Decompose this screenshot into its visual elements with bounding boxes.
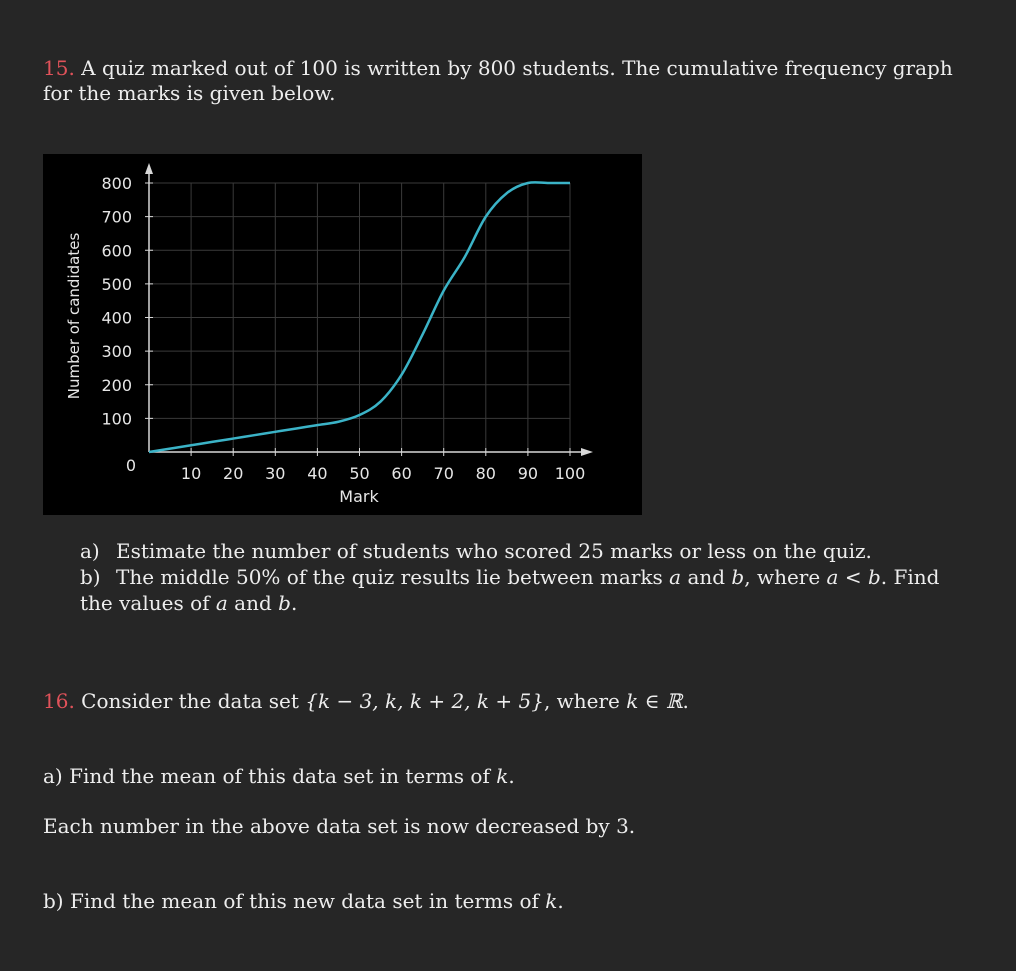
question-16-note: Each number in the above data set is now decreased by 3. (43, 814, 636, 838)
x-tick-label: 10 (180, 464, 202, 483)
question-text: Consider the data set (81, 689, 306, 713)
question-16-part-a (43, 764, 515, 789)
part-text: . Find the values of (80, 565, 940, 615)
x-tick-label: 90 (517, 464, 539, 483)
question-15 (43, 56, 988, 106)
part-label: b) (43, 889, 64, 913)
question-15-part-b (80, 564, 960, 616)
math-var: a (215, 591, 228, 615)
question-15-part-a (80, 538, 872, 564)
x-tick-label: 20 (223, 464, 244, 483)
chart-svg (43, 154, 642, 515)
question-text: A quiz marked out of 100 is written by 800 students. The cumulative frequency graph for the marks is given below. (43, 56, 953, 105)
x-axis-arrow (581, 448, 593, 456)
x-axis-label: Mark (339, 487, 379, 506)
y-axis-arrow (145, 163, 153, 174)
tick-labels (101, 174, 585, 483)
part-text: , where (744, 565, 827, 589)
part-text: The middle 50% of the quiz results lie between marks (116, 565, 670, 589)
part-label: a) (80, 539, 100, 563)
part-text: and (227, 591, 279, 615)
question-16-part-b (43, 889, 564, 914)
math-var: b (278, 591, 291, 615)
part-text: and (681, 565, 732, 589)
y-tick-label: 200 (101, 375, 132, 395)
math-var: k (545, 889, 558, 913)
part-text: . (508, 764, 515, 788)
y-tick-label: 300 (101, 342, 132, 362)
x-tick-label: 50 (349, 464, 370, 483)
question-text: , where (543, 689, 627, 713)
math-inequality: a < b (826, 565, 881, 589)
part-text: Find the mean of this data set in terms of (69, 764, 497, 788)
math-var: a (669, 565, 682, 589)
question-number: 16. (43, 689, 75, 713)
math-var: b (731, 565, 745, 589)
x-tick-label: 70 (433, 464, 454, 483)
math-var: k (496, 764, 509, 788)
question-number: 15. (43, 56, 75, 80)
part-label: a) (43, 764, 63, 788)
grid (149, 183, 570, 452)
part-label: b) (80, 565, 101, 589)
math-domain: k ∈ ℝ (626, 689, 683, 713)
y-tick-label: 400 (101, 308, 132, 328)
y-axis-label: Number of candidates (65, 232, 83, 400)
part-text: . (557, 889, 564, 913)
y-tick-label: 600 (101, 241, 132, 261)
part-text: . (290, 591, 298, 615)
x-tick-label: 40 (307, 464, 328, 483)
y-tick-label: 500 (101, 274, 132, 294)
question-16 (43, 689, 689, 714)
axes (145, 163, 593, 456)
math-set: {k − 3, k, k + 2, k + 5} (305, 689, 544, 713)
x-tick-label: 30 (265, 464, 286, 483)
y-tick-label: 100 (101, 409, 132, 429)
origin-label: 0 (125, 456, 136, 475)
y-tick-label: 700 (101, 207, 132, 227)
y-tick-label: 800 (101, 174, 132, 193)
x-tick-label: 80 (475, 464, 496, 483)
x-tick-label: 100 (554, 464, 586, 483)
cumulative-frequency-chart (43, 154, 642, 515)
part-text: Estimate the number of students who scored 25 marks or less on the quiz. (116, 539, 872, 563)
question-text: . (682, 689, 689, 713)
part-text: Find the mean of this new data set in terms of (69, 889, 546, 913)
x-tick-label: 60 (391, 464, 412, 483)
